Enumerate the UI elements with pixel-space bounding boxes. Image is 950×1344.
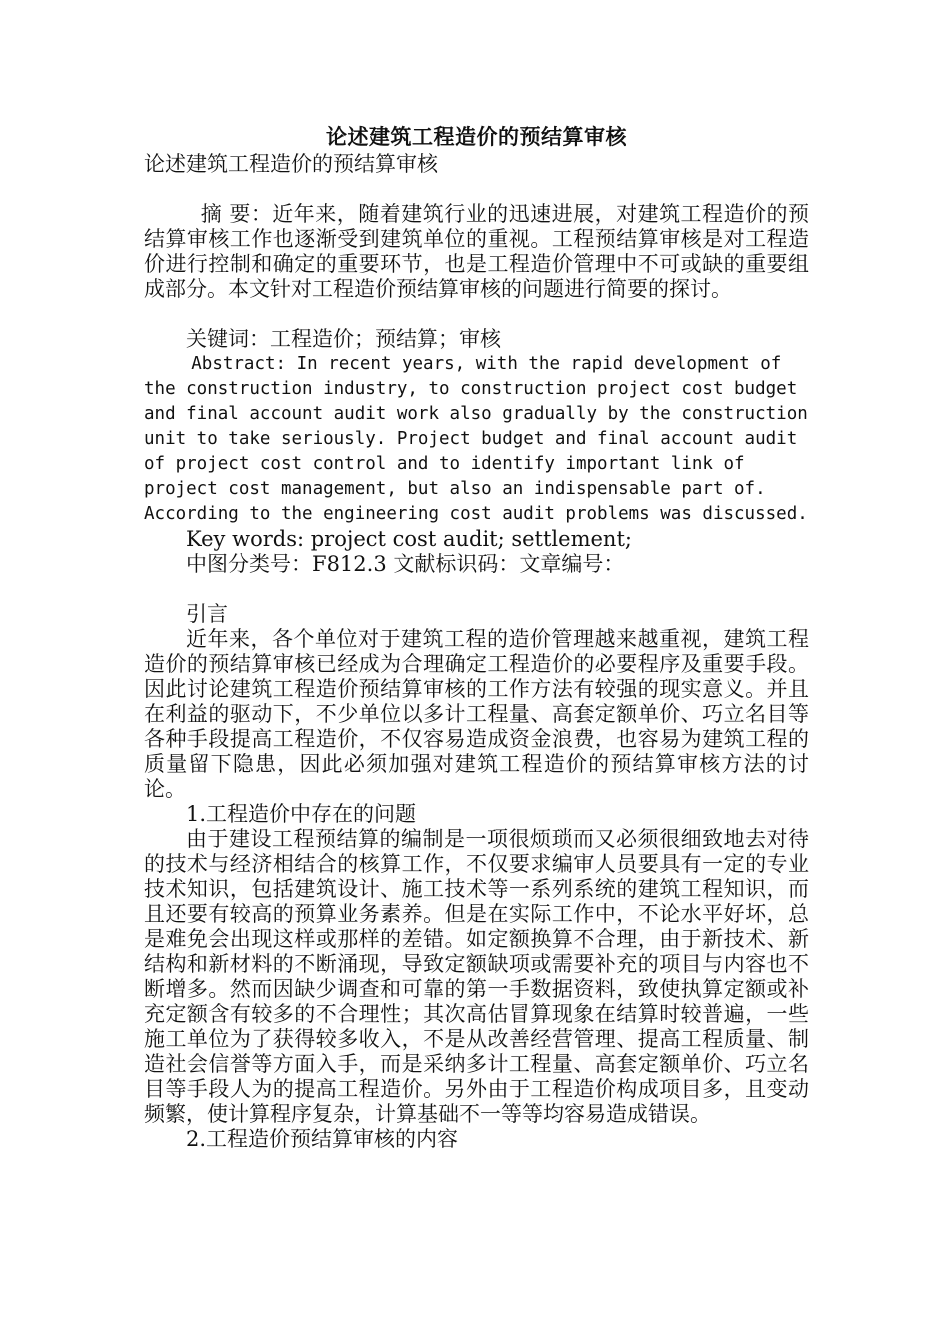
document-page bbox=[144, 122, 809, 1152]
document-title: 论述建筑工程造价的预结算审核 bbox=[326, 124, 627, 149]
keywords-chinese: 关键词：工程造价；预结算；审核 bbox=[186, 327, 501, 351]
section-2-heading: 2.工程造价预结算审核的内容 bbox=[186, 1127, 459, 1151]
document-subtitle: 论述建筑工程造价的预结算审核 bbox=[144, 152, 438, 176]
intro-heading: 引言 bbox=[186, 602, 228, 626]
intro-paragraph: 近年来，各个单位对于建筑工程的造价管理越来越重视，建筑工程造价的预结算审核已经成为合理确定工程造价的必要程序及重要手段。因此讨论建筑工程造价预结算审核的工作方法有较强的现实意义。并且在利益的驱动下，不少单位以多计工程量、高套定额单价、巧立名目等各种手段提高工程造价，不仅容易造成资金浪费，也容易为建筑工程的质量留下隐患，因此必须加强对建筑工程造价的预结算审核方法的讨论。 bbox=[144, 627, 809, 801]
spacer bbox=[144, 302, 809, 327]
classification-line: 中图分类号：F812.3 文献标识码：文章编号： bbox=[186, 552, 625, 576]
abstract-chinese: 摘 要：近年来，随着建筑行业的迅速进展，对建筑工程造价的预结算审核工作也逐渐受到建筑单位的重视。工程预结算审核是对工程造价进行控制和确定的重要环节，也是工程造价管理中不可或缺的重要组成部分。本文针对工程造价预结算审核的问题进行简要的探讨。 bbox=[144, 202, 809, 301]
section-1-heading: 1.工程造价中存在的问题 bbox=[186, 802, 417, 826]
abstract-english: Abstract: In recent years, with the rapid development of the construction industry, to construction project cost budget and final account audit work also gradually by the construction unit to take seriously. Project budget and final account audit of project cost control and to identify important link of project cost management, but also an indispensable part of. According to the engineering cost audit problems was discussed. bbox=[144, 354, 808, 524]
keywords-english: Key words: project cost audit; settlement; bbox=[186, 527, 632, 551]
spacer bbox=[144, 177, 809, 202]
spacer bbox=[144, 577, 809, 602]
section-1-paragraph: 由于建设工程预结算的编制是一项很烦琐而又必须很细致地去对待的技术与经济相结合的核算工作，不仅要求编审人员要具有一定的专业技术知识，包括建筑设计、施工技术等一系列系统的建筑工程知识，而且还要有较高的预算业务素养。但是在实际工作中，不论水平好坏，总是难免会出现这样或那样的差错。如定额换算不合理，由于新技术、新结构和新材料的不断涌现，导致定额缺项或需要补充的项目与内容也不断增多。然而因缺少调查和可靠的第一手数据资料，致使执算定额或补充定额含有较多的不合理性；其次高估冒算现象在结算时较普遍，一些施工单位为了获得较多收入，不是从改善经营管理、提高工程质量、制造社会信誉等方面入手，而是采纳多计工程量、高套定额单价、巧立名目等手段人为的提高工程造价。另外由于工程造价构成项目多，且变动频繁，使计算程序复杂，计算基础不一等等均容易造成错误。 bbox=[144, 827, 809, 1126]
